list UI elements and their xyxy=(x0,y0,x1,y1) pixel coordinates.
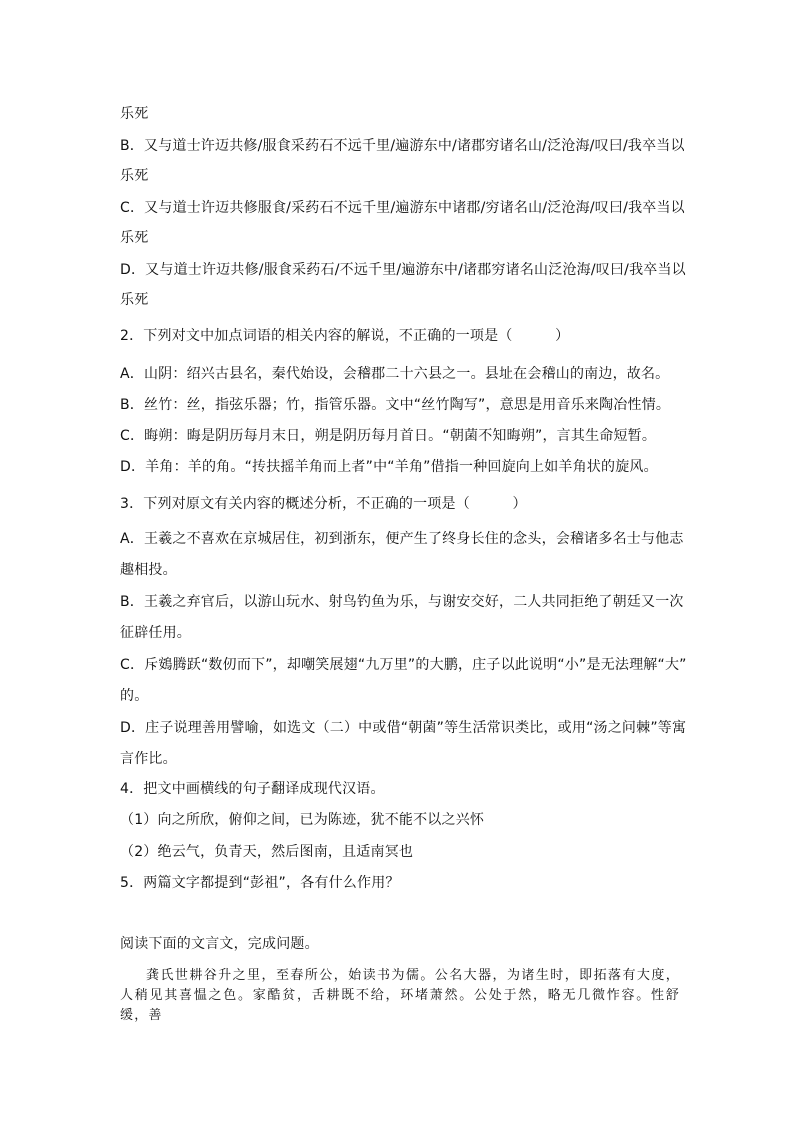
question-5: 5．两篇文字都提到“彭祖”，各有什么作用？ xyxy=(120,875,400,891)
text-line: 的。 xyxy=(120,688,149,704)
q4-item-1: （1）向之所欣，俯仰之间，已为陈迹，犹不能不以之兴怀 xyxy=(120,812,485,828)
text-line: 乐死 xyxy=(120,230,149,246)
q2-option-a: A．山阴：绍兴古县名，秦代始设，会稽郡二十六县之一。县址在会稽山的南边，故名。 xyxy=(120,366,670,382)
question-3: 3．下列对原文有关内容的概述分析，不正确的一项是（ ） xyxy=(120,496,527,512)
text-line: 征辟任用。 xyxy=(120,625,191,641)
q2-option-b: B．丝竹：丝，指弦乐器；竹，指管乐器。文中“丝竹陶写”，意思是用音乐来陶冶性情。 xyxy=(120,397,671,413)
reading-passage: 龚氏世耕谷升之里，至春所公，始读书为儒。公名大器，为诸生时，即拓落有大度，人稍见其喜愠之色。家酷贫，舌耕既不给，环堵萧然。公处于然，略无几微怍容。性舒缓，善 xyxy=(120,968,680,1023)
q3-option-c: C．斥鴳腾跃“数仞而下”，却嘲笑展翅“九万里”的大鹏，庄子以此说明“小”是无法理解“大” xyxy=(120,657,687,673)
text-line: 乐死 xyxy=(120,292,149,308)
q3-option-a: A．王羲之不喜欢在京城居住，初到浙东，便产生了终身长住的念头，会稽诸多名士与他志 xyxy=(120,531,684,547)
question-2: 2．下列对文中加点词语的相关内容的解说，不正确的一项是（ ） xyxy=(120,328,570,344)
q4-item-2: （2）绝云气，负青天，然后图南，且适南冥也 xyxy=(120,844,414,860)
reading-heading: 阅读下面的文言文，完成问题。 xyxy=(120,936,319,952)
text-line: 趣相投。 xyxy=(120,562,177,578)
option-b-line: B．又与道士许迈共修/服食采药石不远千里/遍游东中/诸郡穷诸名山/泛沧海/叹曰/我卒当以 xyxy=(120,138,685,154)
q3-option-d: D．庄子说理善用譬喻，如选文（二）中或借“朝菌”等生活常识类比，或用“汤之问棘”等寓 xyxy=(120,720,687,736)
text-line: 乐死 xyxy=(120,106,149,122)
option-d-line: D．又与道士许迈共修/服食采药石/不远千里/遍游东中/诸郡穷诸名山泛沧海/叹曰/我卒当以 xyxy=(120,262,686,278)
text-line: 乐死 xyxy=(120,168,149,184)
q2-option-c: C．晦朔：晦是阴历每月末日，朔是阴历每月首日。“朝菌不知晦朔”，言其生命短暂。 xyxy=(120,428,657,444)
question-4: 4．把文中画横线的句子翻译成现代汉语。 xyxy=(120,781,385,797)
option-c-line: C．又与道士许迈共修服食/采药石不远千里/遍游东中诸郡/穷诸名山/泛沧海/叹曰/我卒当以 xyxy=(120,200,685,216)
text-line: 言作比。 xyxy=(120,751,177,767)
q3-option-b: B．王羲之弃官后，以游山玩水、射鸟钓鱼为乐，与谢安交好，二人共同拒绝了朝廷又一次 xyxy=(120,594,684,610)
q2-option-d: D．羊角：羊的角。“抟扶摇羊角而上者”中“羊角”借指一种回旋向上如羊角状的旋风。 xyxy=(120,459,658,475)
